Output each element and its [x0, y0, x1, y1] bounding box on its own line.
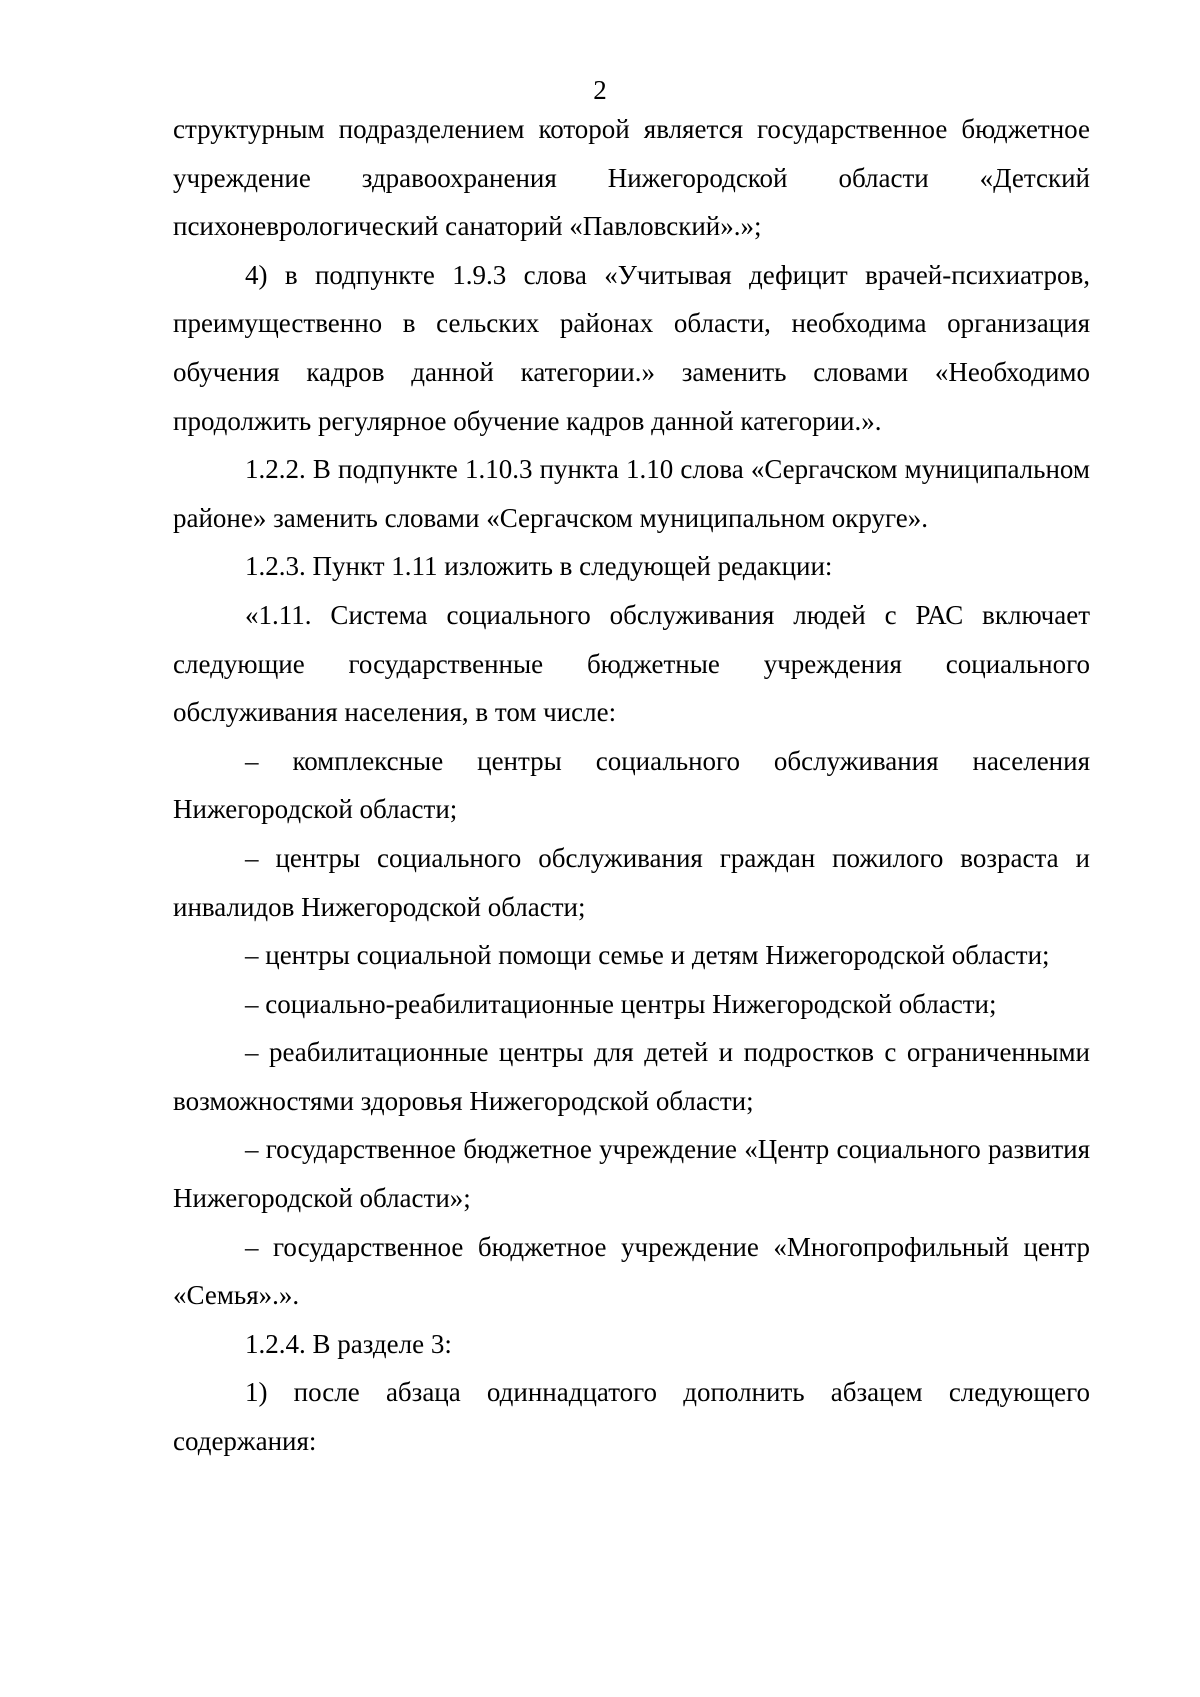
document-body: [173, 105, 1090, 1466]
list-item: – центры социальной помощи семье и детям Нижегородской области;: [245, 940, 1050, 971]
list-item: – реабилитационные центры для детей и подростков с ограниченными возможностями здоровья Нижегородской области;: [173, 1037, 1090, 1116]
paragraph-item-4: 4) в подпункте 1.9.3 слова «Учитывая дефицит врачей-психиатров, преимущественно в сельских районах области, необходима организация обучения кадров данной категории.» заменить словами «Необходимо продолжить регулярное обучение кадров данной категории.».: [173, 259, 1090, 436]
paragraph-1-11: «1.11. Система социального обслуживания людей с РАС включает следующие государственные бюджетные учреждения социального обслуживания населения, в том числе:: [173, 599, 1090, 728]
paragraph-1-2-4: 1.2.4. В разделе 3:: [245, 1328, 452, 1359]
list-item: – государственное бюджетное учреждение «Центр социального развития Нижегородской области»;: [173, 1134, 1090, 1214]
paragraph-continuation: структурным подразделением которой является государственное бюджетное учреждение здравоохранения Нижегородской области «Детский психоневрологический санаторий «Павловский».»;: [173, 114, 1090, 242]
list-item: – государственное бюджетное учреждение «Многопрофильный центр «Семья».».: [173, 1231, 1090, 1311]
paragraph-1-2-2: 1.2.2. В подпункте 1.10.3 пункта 1.10 слова «Сергачском муниципальном районе» заменить словами «Сергачском муниципальном округе».: [173, 454, 1090, 533]
paragraph-1-2-3: 1.2.3. Пункт 1.11 изложить в следующей редакции:: [245, 551, 833, 582]
paragraph-item-1: 1) после абзаца одиннадцатого дополнить абзацем следующего содержания:: [173, 1377, 1090, 1457]
page-number: 2: [593, 75, 607, 105]
list-item: – социально-реабилитационные центры Нижегородской области;: [245, 988, 997, 1019]
list-item: – центры социального обслуживания граждан пожилого возраста и инвалидов Нижегородской области;: [173, 842, 1090, 922]
list-item: – комплексные центры социального обслуживания населения Нижегородской области;: [173, 745, 1090, 825]
